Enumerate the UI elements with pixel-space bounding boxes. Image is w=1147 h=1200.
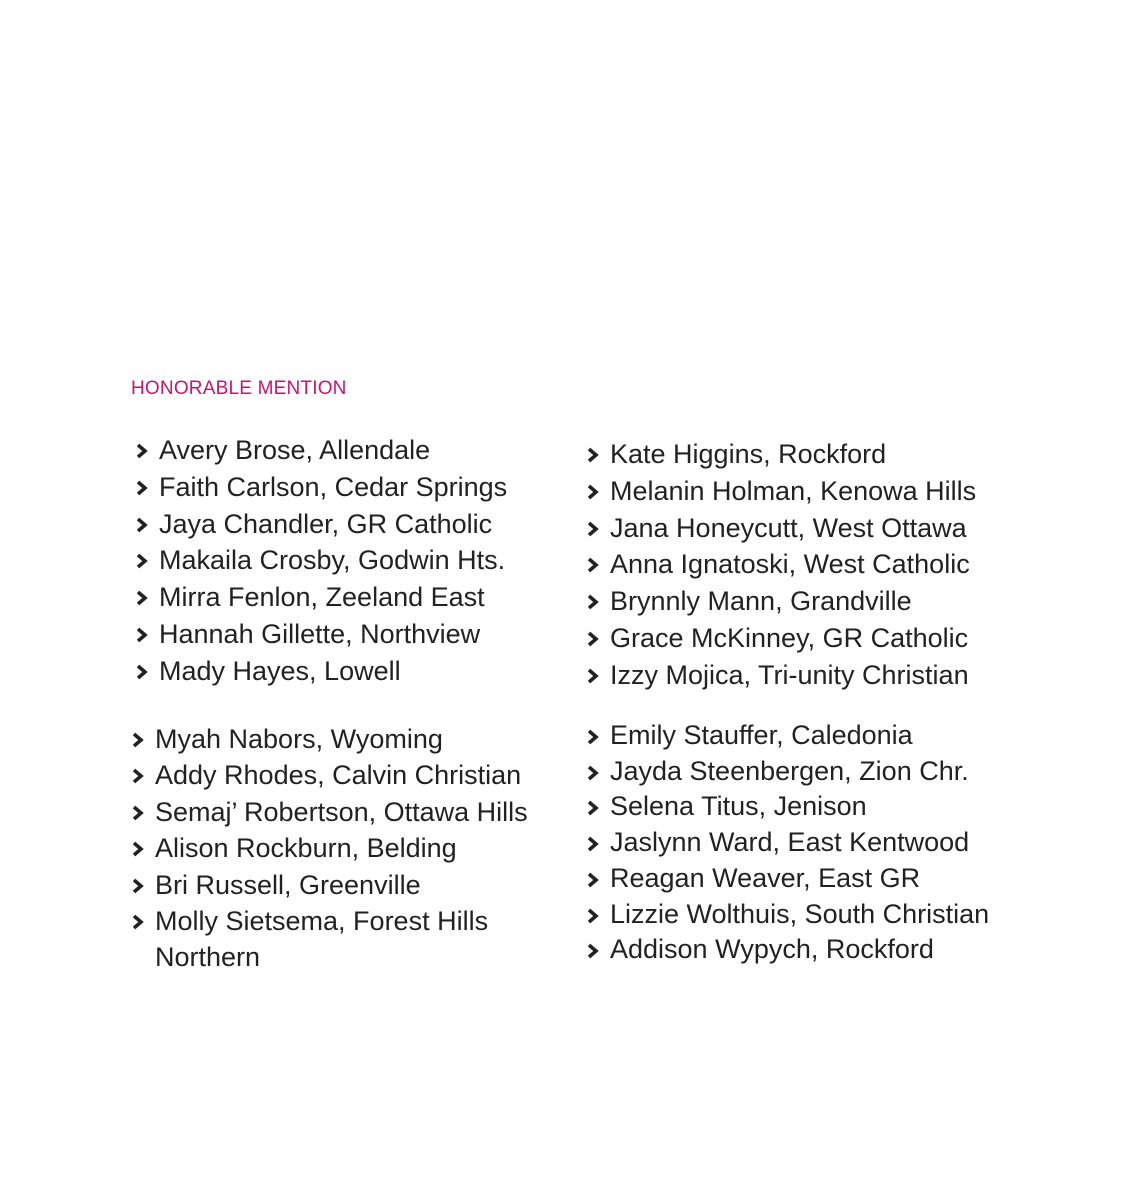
list-item bbox=[133, 542, 507, 579]
chevron-right-icon bbox=[131, 903, 149, 940]
list-item-text: Addy Rhodes, Calvin Christian bbox=[155, 760, 522, 791]
list-item bbox=[129, 794, 535, 830]
chevron-right-icon bbox=[586, 789, 604, 826]
list-item-text: Addison Wypych, Rockford bbox=[610, 934, 934, 965]
chevron-right-icon bbox=[586, 754, 604, 791]
list-item-text: Emily Stauffer, Caledonia bbox=[610, 720, 913, 750]
chevron-right-icon bbox=[131, 867, 149, 904]
list-item-text: Makaila Crosby, Godwin Hts. bbox=[159, 545, 506, 576]
list-item-text: Avery Brose, Allendale bbox=[159, 435, 431, 465]
list-item bbox=[129, 757, 535, 793]
list-item bbox=[129, 830, 535, 866]
list-item-text: Mady Hayes, Lowell bbox=[159, 655, 401, 686]
list-item bbox=[584, 861, 989, 897]
chevron-right-icon bbox=[586, 718, 604, 755]
list-item-text: Mirra Fenlon, Zeeland East bbox=[159, 582, 485, 613]
list-item-text: Melanin Holman, Kenowa Hills bbox=[610, 475, 977, 506]
list-item bbox=[584, 754, 989, 790]
list-item bbox=[133, 506, 507, 543]
list-item bbox=[584, 789, 989, 825]
list-item bbox=[584, 932, 989, 968]
list-item bbox=[133, 469, 507, 506]
list-item bbox=[584, 510, 976, 547]
list-item-text: Reagan Weaver, East GR bbox=[610, 862, 921, 893]
list-item bbox=[584, 583, 976, 620]
list-item bbox=[584, 620, 976, 657]
list-item bbox=[584, 546, 976, 583]
list-item-text: Bri Russell, Greenville bbox=[155, 869, 421, 900]
chevron-right-icon bbox=[135, 506, 153, 543]
chevron-right-icon bbox=[586, 825, 604, 862]
chevron-right-icon bbox=[131, 830, 149, 867]
list-item bbox=[584, 436, 976, 473]
chevron-right-icon bbox=[135, 432, 153, 469]
chevron-right-icon bbox=[135, 469, 153, 506]
list-item bbox=[584, 897, 989, 933]
honorable-mention-list-column-3 bbox=[129, 721, 535, 976]
chevron-right-icon bbox=[586, 897, 604, 934]
chevron-right-icon bbox=[586, 861, 604, 898]
list-item bbox=[129, 867, 535, 903]
honorable-mention-list-column-2 bbox=[584, 436, 976, 694]
chevron-right-icon bbox=[586, 657, 604, 694]
list-item bbox=[129, 721, 535, 757]
chevron-right-icon bbox=[586, 436, 604, 473]
list-item bbox=[129, 903, 535, 976]
chevron-right-icon bbox=[586, 583, 604, 620]
list-item-text: Selena Titus, Jenison bbox=[610, 791, 867, 822]
list-item-text: Kate Higgins, Rockford bbox=[610, 439, 887, 469]
list-item-text: Semaj’ Robertson, Ottawa Hills bbox=[155, 796, 528, 827]
list-item-text: Jana Honeycutt, West Ottawa bbox=[610, 512, 967, 543]
list-item bbox=[584, 473, 976, 510]
chevron-right-icon bbox=[131, 794, 149, 831]
chevron-right-icon bbox=[586, 620, 604, 657]
chevron-right-icon bbox=[135, 542, 153, 579]
list-item-text: Jaslynn Ward, East Kentwood bbox=[610, 827, 970, 858]
list-item bbox=[133, 579, 507, 616]
chevron-right-icon bbox=[586, 932, 604, 969]
honorable-mention-list-column-4 bbox=[584, 718, 989, 968]
list-item-text: Jayda Steenbergen, Zion Chr. bbox=[610, 755, 969, 786]
list-item-text: Anna Ignatoski, West Catholic bbox=[610, 549, 970, 580]
honorable-mention-heading: HONORABLE MENTION bbox=[131, 378, 347, 399]
list-item bbox=[584, 718, 989, 754]
chevron-right-icon bbox=[586, 546, 604, 583]
chevron-right-icon bbox=[586, 473, 604, 510]
list-item-text: Izzy Mojica, Tri-unity Christian bbox=[610, 659, 969, 690]
list-item bbox=[584, 657, 976, 694]
list-item-text: Faith Carlson, Cedar Springs bbox=[159, 471, 508, 502]
list-item bbox=[584, 825, 989, 861]
chevron-right-icon bbox=[586, 510, 604, 547]
list-item bbox=[133, 616, 507, 653]
chevron-right-icon bbox=[131, 757, 149, 794]
list-item-text: Brynnly Mann, Grandville bbox=[610, 586, 912, 617]
list-item-text: Molly Sietsema, Forest Hills Northern bbox=[155, 906, 489, 973]
list-item-text: Lizzie Wolthuis, South Christian bbox=[610, 898, 990, 929]
honorable-mention-list-column-1 bbox=[133, 432, 507, 690]
list-item-text: Jaya Chandler, GR Catholic bbox=[159, 508, 493, 539]
list-item-text: Hannah Gillette, Northview bbox=[159, 618, 481, 649]
chevron-right-icon bbox=[135, 653, 153, 690]
list-item-text: Myah Nabors, Wyoming bbox=[155, 724, 443, 754]
list-item bbox=[133, 432, 507, 469]
list-item-text: Grace McKinney, GR Catholic bbox=[610, 622, 969, 653]
chevron-right-icon bbox=[135, 616, 153, 653]
chevron-right-icon bbox=[131, 721, 149, 758]
list-item-text: Alison Rockburn, Belding bbox=[155, 833, 457, 864]
chevron-right-icon bbox=[135, 579, 153, 616]
list-item bbox=[133, 653, 507, 690]
